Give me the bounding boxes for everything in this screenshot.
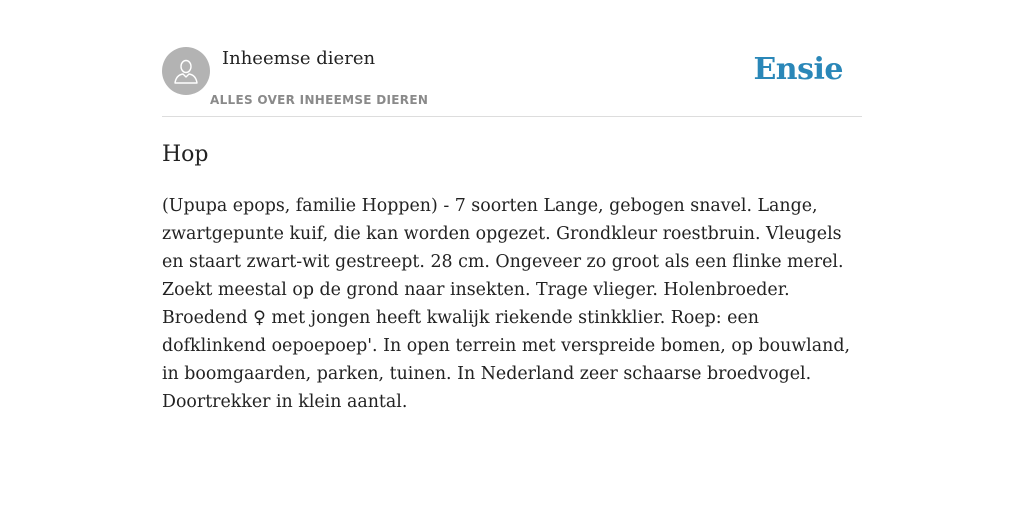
author-tagline: ALLES OVER INHEEMSE DIEREN: [210, 93, 429, 107]
user-silhouette-icon: [171, 56, 201, 86]
brand-logo-link[interactable]: Ensie: [753, 52, 843, 87]
author-name-link[interactable]: Inheemse dieren: [222, 48, 376, 69]
article-title: Hop: [162, 142, 209, 167]
avatar[interactable]: [162, 47, 210, 95]
article-body: (Upupa epops, familie Hoppen) - 7 soorten Lange, gebogen snavel. Lange, zwartgepunte kuif, die kan worden opgezet. Grondkleur roestbruin. Vleugels en staart zwart-wit gestreept. 28 cm. Ongeveer zo groot als een flinke merel. Zoekt meestal op de grond naar insekten. Trage vlieger. Holenbroeder. Broedend ♀ met jongen heeft kwalijk riekende stinkklier. Roep: een dofklinkend oepoepoep'. In open terrein met verspreide bomen, op bouwland, in boomgaarden, parken, tuinen. In Nederland zeer schaarse broedvogel. Doortrekker in klein aantal.: [162, 196, 850, 412]
page-header: [162, 46, 862, 117]
